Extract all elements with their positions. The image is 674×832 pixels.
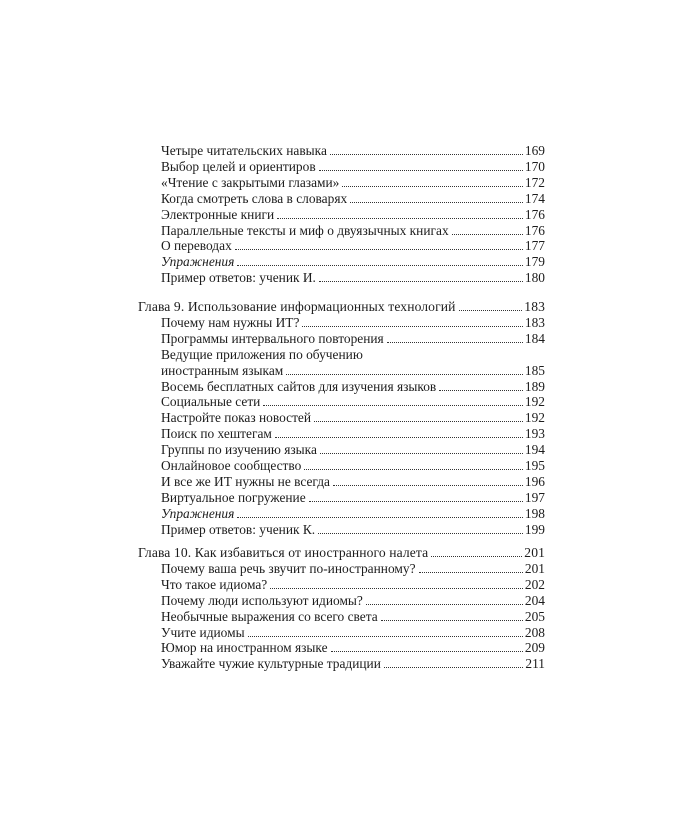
toc-entry-title: Когда смотреть слова в словарях (161, 190, 348, 206)
toc-entry (161, 315, 545, 331)
toc-entry-page: 169 (524, 143, 545, 158)
toc-entry-title: Юмор на иностранном языке (161, 640, 328, 656)
toc-entry (161, 363, 545, 379)
toc-entry-page: 185 (524, 362, 545, 378)
toc-entry (161, 561, 545, 577)
toc-entry-title: Почему нам нужны ИТ? (161, 314, 300, 330)
dot-leader (319, 281, 523, 282)
dot-leader (304, 469, 523, 470)
toc-entry-page: 174 (524, 190, 545, 206)
toc-entry (161, 394, 545, 410)
dot-leader (314, 421, 523, 422)
toc-entry (161, 474, 545, 490)
dot-leader (331, 651, 523, 652)
toc-entry-page: 209 (524, 640, 545, 656)
dot-leader (366, 604, 523, 605)
toc-entry-page: 198 (524, 505, 545, 521)
dot-leader (318, 533, 523, 534)
dot-leader (302, 326, 523, 327)
dot-leader (277, 218, 523, 219)
toc-entry-title: «Чтение с закрытыми глазами» (161, 174, 340, 190)
toc-entry-page: 177 (524, 238, 545, 254)
toc-entry-title: Что такое идиома? (161, 576, 268, 592)
toc-entry-title: Онлайновое сообщество (161, 458, 302, 473)
toc-entry-page: 179 (524, 254, 545, 270)
toc-entry (161, 331, 545, 347)
toc-entry (161, 442, 545, 458)
toc-entry-page: 205 (524, 608, 545, 624)
dot-leader (387, 342, 523, 343)
toc-entry-title: Необычные выражения со всего света (161, 608, 378, 624)
dot-leader (381, 620, 523, 621)
toc-entry (161, 207, 545, 223)
toc-entry (161, 159, 545, 175)
toc-entry-page: 208 (524, 624, 545, 640)
toc-entry (161, 379, 545, 395)
toc-entry (161, 506, 545, 522)
toc-entry-page: 189 (524, 378, 545, 394)
toc-entry-page: 196 (524, 473, 545, 489)
toc-entry-title: Пример ответов: ученик К. (161, 521, 316, 537)
toc-entry-title: Почему люди используют идиомы? (161, 592, 363, 608)
toc-entry-page: 192 (524, 394, 545, 410)
toc-entry (161, 270, 545, 286)
toc-entry-title: Настройте показ новостей (161, 410, 312, 426)
toc-entry-title: Пример ответов: ученик И. (161, 270, 316, 286)
dot-leader (459, 310, 523, 311)
toc-entry (161, 410, 545, 426)
toc-entry-title: Упражнения (161, 505, 235, 521)
toc-entry-page: 197 (524, 489, 545, 505)
dot-leader (320, 453, 523, 454)
toc-entry-title: Электронные книги (161, 206, 275, 222)
dot-leader (350, 202, 523, 203)
toc-entry-page: 180 (524, 270, 545, 286)
toc-entry-title: Программы интервального повторения (161, 330, 384, 346)
toc-entry-title: Четыре читательских навыка (161, 143, 327, 158)
toc-entry (161, 254, 545, 270)
toc-entry-title: Группы по изучению языка (161, 442, 317, 458)
toc-entry (161, 593, 545, 609)
toc-entry (161, 458, 545, 474)
toc-entry-page: 211 (525, 656, 545, 672)
toc-entry-title: Восемь бесплатных сайтов для изучения языков (161, 378, 437, 394)
toc-entry (161, 175, 545, 191)
toc-entry (161, 522, 545, 538)
dot-leader (333, 485, 523, 486)
toc-entry-page: 201 (524, 560, 545, 576)
toc-entry-page: 201 (524, 545, 545, 560)
toc-entry-title: Учите идиомы (161, 624, 245, 640)
dot-leader (452, 234, 523, 235)
toc-entry (161, 191, 545, 207)
dot-leader (235, 249, 523, 250)
dot-leader (237, 517, 523, 518)
toc-entry-page: 183 (524, 299, 545, 314)
toc-entry-page: 183 (524, 314, 545, 330)
chapter-heading (138, 545, 545, 561)
toc-entry (161, 640, 545, 656)
toc-entry-title: О переводах (161, 238, 232, 254)
dot-leader (419, 572, 523, 573)
toc-entry-title: Глава 10. Как избавиться от иностранного налета (138, 545, 429, 560)
toc-entry-title: Поиск по хештегам (161, 426, 272, 442)
dot-leader (275, 437, 523, 438)
toc-entry (161, 490, 545, 506)
toc-entry (161, 656, 545, 672)
toc-entry-page: 199 (524, 521, 545, 537)
toc-entry-title: Социальные сети (161, 394, 261, 410)
toc-entry-title: Уважайте чужие культурные традиции (161, 656, 381, 672)
dot-leader (342, 186, 523, 187)
dot-leader (439, 390, 523, 391)
toc-entry (161, 143, 545, 159)
dot-leader (319, 170, 523, 171)
dot-leader (431, 556, 522, 557)
toc-entry (161, 609, 545, 625)
dot-leader (248, 636, 523, 637)
toc-entry-page: 184 (524, 330, 545, 346)
toc-entry-page: 204 (524, 592, 545, 608)
toc-entry-title: Почему ваша речь звучит по-иностранному? (161, 560, 416, 576)
toc-entry (161, 426, 545, 442)
toc-entry (161, 238, 545, 254)
dot-leader (237, 265, 523, 266)
toc-entry (161, 577, 545, 593)
toc-entry-title: Параллельные тексты и миф о двуязычных книгах (161, 222, 449, 238)
toc-entry-page: 202 (524, 576, 545, 592)
dot-leader (309, 501, 523, 502)
toc-entry-title: Виртуальное погружение (161, 489, 306, 505)
dot-leader (384, 667, 524, 668)
toc-entry-title-line1: Ведущие приложения по обучению (161, 346, 363, 362)
toc-entry-page: 193 (524, 426, 545, 442)
chapter-heading (138, 299, 545, 315)
toc-entry-page: 176 (524, 222, 545, 238)
toc-entry-page: 176 (524, 206, 545, 222)
toc-entry-title: Выбор целей и ориентиров (161, 158, 316, 174)
toc-entry-page: 172 (524, 174, 545, 190)
toc-entry-title: Упражнения (161, 254, 235, 270)
toc-entry-title: Глава 9. Использование информационных технологий (138, 299, 456, 314)
toc-entry-title: иностранным языкам (161, 362, 284, 378)
toc-entry-page: 195 (524, 458, 545, 473)
toc-entry-title: И все же ИТ нужны не всегда (161, 473, 331, 489)
toc-entry (161, 223, 545, 239)
dot-leader (263, 405, 523, 406)
toc-entry-page: 170 (524, 158, 545, 174)
dot-leader (270, 588, 523, 589)
toc-entry-page: 194 (524, 442, 545, 458)
toc-entry-page: 192 (524, 410, 545, 426)
toc-entry (161, 625, 545, 641)
dot-leader (286, 374, 523, 375)
dot-leader (330, 154, 523, 155)
